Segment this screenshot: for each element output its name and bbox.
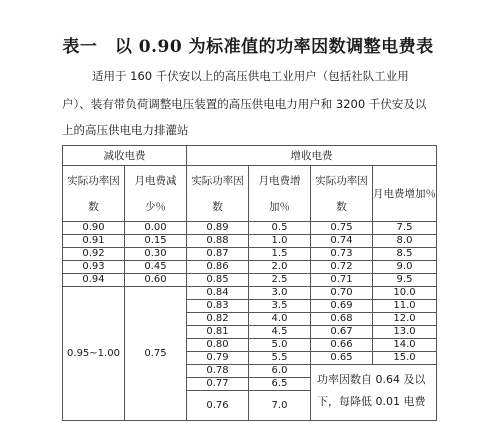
inc-b-pf-cell: 0.69 [311, 300, 373, 313]
col-header-pf-reduce: 实际功率因数 [63, 166, 125, 222]
table-row [63, 274, 437, 287]
col-header-pf-inc-b: 实际功率因数 [311, 166, 373, 222]
intro-line-3: 上的高压供电电力排灌站 [62, 123, 189, 137]
note-cell: 功率因数自 0.64 及以下，每降低 0.01 电费 [311, 365, 437, 421]
inc-a-value-cell: 4.5 [249, 326, 311, 339]
inc-a-pf-cell: 0.81 [187, 326, 249, 339]
inc-a-value-cell: 2.5 [249, 274, 311, 287]
reduce-value-cell: 0.60 [125, 274, 187, 287]
reduce-pf-cell: 0.90 [63, 222, 125, 235]
inc-b-pf-cell: 0.68 [311, 313, 373, 326]
inc-b-value-cell: 8.5 [373, 248, 437, 261]
group-reduce-header: 减收电费 [63, 146, 187, 166]
inc-b-pf-cell: 0.74 [311, 235, 373, 248]
power-factor-fee-table [62, 145, 437, 421]
reduce-merged-pf-cell: 0.95~1.00 [63, 287, 125, 421]
inc-a-pf-cell: 0.84 [187, 287, 249, 300]
col-header-reduce: 月电费减少％ [125, 166, 187, 222]
inc-b-value-cell: 7.5 [373, 222, 437, 235]
inc-a-value-cell: 5.5 [249, 352, 311, 365]
inc-b-value-cell: 9.0 [373, 261, 437, 274]
inc-a-pf-cell: 0.76 [187, 391, 249, 421]
inc-b-pf-cell: 0.75 [311, 222, 373, 235]
inc-b-value-cell: 13.0 [373, 326, 437, 339]
inc-a-pf-cell: 0.77 [187, 378, 249, 391]
inc-b-pf-cell: 0.70 [311, 287, 373, 300]
reduce-pf-cell: 0.92 [63, 248, 125, 261]
reduce-merged-value-cell: 0.75 [125, 287, 187, 421]
table-row [63, 287, 437, 300]
inc-b-value-cell: 15.0 [373, 352, 437, 365]
inc-a-value-cell: 1.5 [249, 248, 311, 261]
inc-a-value-cell: 7.0 [249, 391, 311, 421]
col-header-pf-inc-a: 实际功率因数 [187, 166, 249, 222]
reduce-value-cell: 0.00 [125, 222, 187, 235]
inc-a-pf-cell: 0.78 [187, 365, 249, 378]
inc-a-pf-cell: 0.85 [187, 274, 249, 287]
inc-a-value-cell: 3.5 [249, 300, 311, 313]
inc-b-pf-cell: 0.66 [311, 339, 373, 352]
inc-b-value-cell: 9.5 [373, 274, 437, 287]
inc-a-pf-cell: 0.80 [187, 339, 249, 352]
inc-b-pf-cell: 0.73 [311, 248, 373, 261]
reduce-pf-cell: 0.93 [63, 261, 125, 274]
inc-b-pf-cell: 0.71 [311, 274, 373, 287]
inc-a-value-cell: 0.5 [249, 222, 311, 235]
inc-b-pf-cell: 0.72 [311, 261, 373, 274]
inc-a-pf-cell: 0.87 [187, 248, 249, 261]
inc-a-pf-cell: 0.86 [187, 261, 249, 274]
reduce-pf-cell: 0.94 [63, 274, 125, 287]
inc-a-pf-cell: 0.79 [187, 352, 249, 365]
group-increase-header: 增收电费 [187, 146, 437, 166]
column-header-row [63, 166, 437, 222]
inc-b-value-cell: 12.0 [373, 313, 437, 326]
reduce-value-cell: 0.15 [125, 235, 187, 248]
inc-b-pf-cell: 0.67 [311, 326, 373, 339]
table-row [63, 261, 437, 274]
inc-a-value-cell: 2.0 [249, 261, 311, 274]
inc-b-pf-cell: 0.65 [311, 352, 373, 365]
inc-a-value-cell: 6.0 [249, 365, 311, 378]
table-row [63, 235, 437, 248]
inc-b-value-cell: 14.0 [373, 339, 437, 352]
inc-a-value-cell: 3.0 [249, 287, 311, 300]
col-header-inc-a: 月电费增加％ [249, 166, 311, 222]
intro-line-2: 户）、装有带负荷调整电压装置的高压供电电力用户和 3200 千伏安及以 [62, 97, 427, 111]
inc-a-value-cell: 5.0 [249, 339, 311, 352]
inc-a-value-cell: 4.0 [249, 313, 311, 326]
reduce-value-cell: 0.45 [125, 261, 187, 274]
inc-b-value-cell: 10.0 [373, 287, 437, 300]
group-header-row [63, 146, 437, 166]
col-header-inc-b: 月电费增加％ [373, 166, 437, 222]
inc-a-value-cell: 1.0 [249, 235, 311, 248]
page-title: 表一 以 0.90 为标准值的功率因数调整电费表 [62, 37, 434, 57]
inc-a-value-cell: 6.5 [249, 378, 311, 391]
inc-a-pf-cell: 0.82 [187, 313, 249, 326]
intro-line-1: 适用于 160 千伏安以上的高压供电工业用户（包括社队工业用 [92, 69, 409, 83]
inc-a-pf-cell: 0.89 [187, 222, 249, 235]
inc-a-pf-cell: 0.88 [187, 235, 249, 248]
reduce-value-cell: 0.30 [125, 248, 187, 261]
inc-b-value-cell: 8.0 [373, 235, 437, 248]
inc-a-pf-cell: 0.83 [187, 300, 249, 313]
table-row [63, 248, 437, 261]
reduce-pf-cell: 0.91 [63, 235, 125, 248]
inc-b-value-cell: 11.0 [373, 300, 437, 313]
table-row [63, 222, 437, 235]
